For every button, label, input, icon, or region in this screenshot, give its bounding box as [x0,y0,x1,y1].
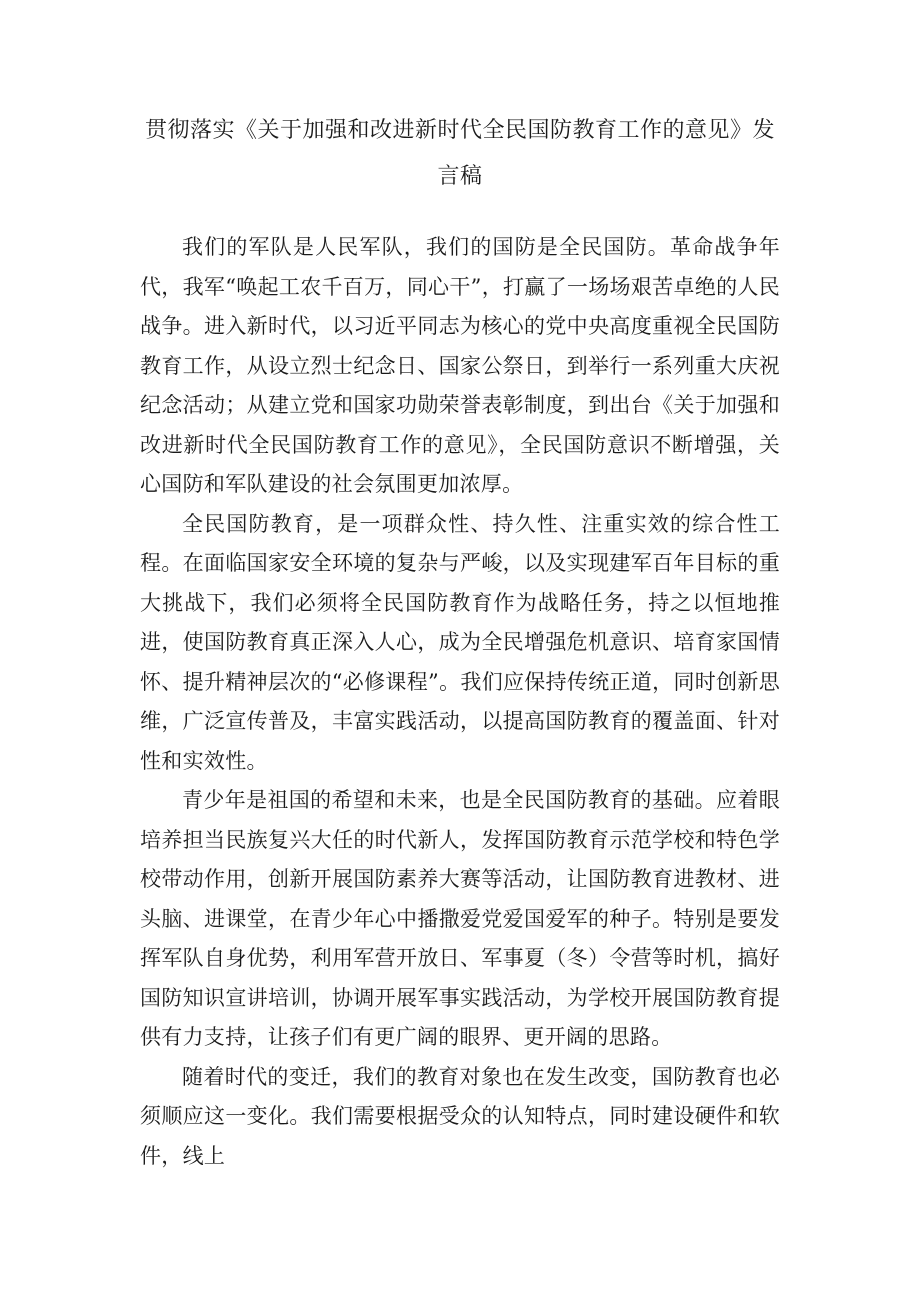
document-body [140,228,780,1176]
paragraph-2: 全民国防教育，是一项群众性、持久性、注重实效的综合性工程。在面临国家安全环境的复杂与严峻，以及实现建军百年目标的重大挑战下，我们必须将全民国防教育作为战略任务，持之以恒地推进，使国防教育真正深入人心，成为全民增强危机意识、培育家国情怀、提升精神层次的“必修课程”。我们应保持传统正道，同时创新思维，广泛宣传普及，丰富实践活动，以提高国防教育的覆盖面、针对性和实效性。 [140,511,780,773]
document-title: 贯彻落实《关于加强和改进新时代全民国防教育工作的意见》发言稿 [144,118,775,189]
paragraph-1: 我们的军队是人民军队，我们的国防是全民国防。革命战争年代，我军“唤起工农千百万，同心干”，打赢了一场场艰苦卓绝的人民战争。进入新时代，以习近平同志为核心的党中央高度重视全民国防教育工作，从设立烈士纪念日、国家公祭日，到举行一系列重大庆祝纪念活动；从建立党和国家功勋荣誉表彰制度，到出台《关于加强和改进新时代全民国防教育工作的意见》，全民国防意识不断增强，关心国防和军队建设的社会氛围更加浓厚。 [140,235,780,496]
paragraph-3: 青少年是祖国的希望和未来，也是全民国防教育的基础。应着眼培养担当民族复兴大任的时代新人，发挥国防教育示范学校和特色学校带动作用，创新开展国防素养大赛等活动，让国防教育进教材、进头脑、进课堂，在青少年心中播撒爱党爱国爱军的种子。特别是要发挥军队自身优势，利用军营开放日、军事夏（冬）令营等时机，搞好国防知识宣讲培训，协调开展军事实践活动，为学校开展国防教育提供有力支持，让孩子们有更广阔的眼界、更开阔的思路。 [140,788,780,1049]
paragraph-4: 随着时代的变迁，我们的教育对象也在发生改变，国防教育也必须顺应这一变化。我们需要根据受众的认知特点，同时建设硬件和软件，线上 [140,1064,780,1168]
